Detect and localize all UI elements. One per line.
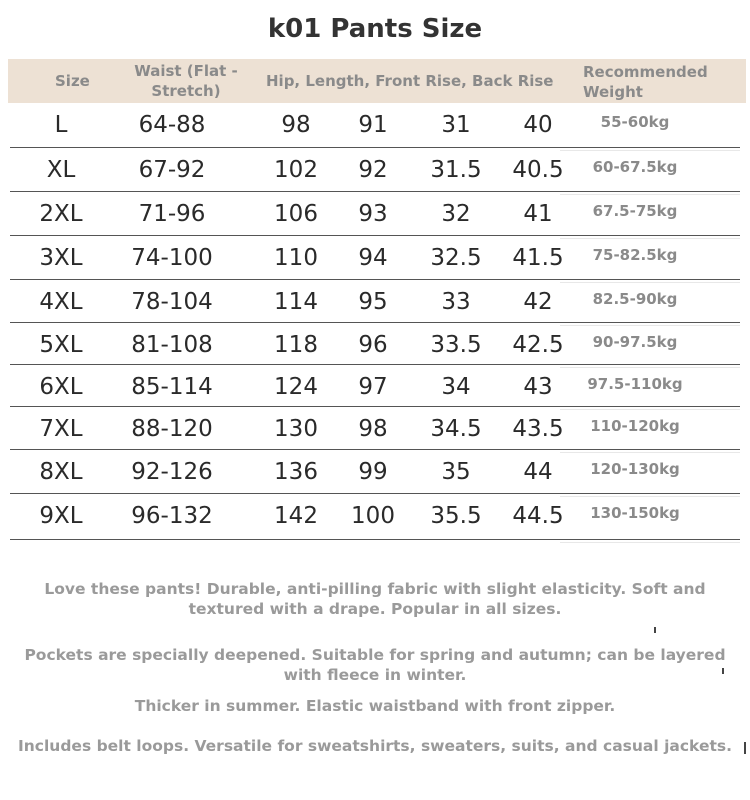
cell-waist: 78-104 <box>131 289 213 315</box>
decorative-speck <box>654 627 656 633</box>
table-row <box>0 407 750 450</box>
cell-size: 3XL <box>39 245 83 271</box>
cell-back-rise: 43 <box>523 374 553 400</box>
cell-front-rise: 34 <box>441 374 471 400</box>
note-fabric-line1: Love these pants! Durable, anti-pilling fabric with slight elasticity. Soft and <box>44 580 706 598</box>
cell-size: 6XL <box>39 374 83 400</box>
cell-length: 92 <box>358 157 388 183</box>
header-weight <box>583 62 733 102</box>
note-fabric <box>0 579 750 619</box>
cell-size: L <box>54 112 68 138</box>
cell-hip: 102 <box>274 157 318 183</box>
cell-front-rise: 32.5 <box>430 245 482 271</box>
cell-front-rise: 35 <box>441 459 471 485</box>
cell-length: 94 <box>358 245 388 271</box>
cell-weight: 60-67.5kg <box>592 158 678 176</box>
cell-hip: 114 <box>274 289 318 315</box>
row-divider <box>10 539 740 540</box>
cell-front-rise: 35.5 <box>430 503 482 529</box>
cell-size: 2XL <box>39 201 83 227</box>
cell-hip: 142 <box>274 503 318 529</box>
cell-size: 4XL <box>39 289 83 315</box>
header-size: Size <box>55 72 90 90</box>
cell-length: 95 <box>358 289 388 315</box>
note-pockets <box>0 645 750 685</box>
cell-back-rise: 41.5 <box>512 245 564 271</box>
cell-waist: 74-100 <box>131 245 213 271</box>
cell-waist: 71-96 <box>138 201 206 227</box>
cell-hip: 118 <box>274 332 318 358</box>
cell-hip: 136 <box>274 459 318 485</box>
cell-hip: 130 <box>274 416 318 442</box>
table-row <box>0 236 750 280</box>
note-pockets-line1: Pockets are specially deepened. Suitable for spring and autumn; can be layered <box>24 646 726 664</box>
table-row <box>0 148 750 192</box>
cell-back-rise: 43.5 <box>512 416 564 442</box>
table-header <box>8 59 746 103</box>
cell-length: 96 <box>358 332 388 358</box>
cell-front-rise: 33 <box>441 289 471 315</box>
decorative-speck <box>722 668 724 674</box>
table-row <box>0 365 750 407</box>
cell-size: 9XL <box>39 503 83 529</box>
cell-waist: 96-132 <box>131 503 213 529</box>
cell-weight: 120-130kg <box>590 460 680 478</box>
page-title: k01 Pants Size <box>267 14 483 44</box>
cell-back-rise: 41 <box>523 201 553 227</box>
cell-back-rise: 42 <box>523 289 553 315</box>
cell-hip: 106 <box>274 201 318 227</box>
cell-front-rise: 33.5 <box>430 332 482 358</box>
cell-back-rise: 42.5 <box>512 332 564 358</box>
cell-back-rise: 44 <box>523 459 553 485</box>
cell-waist: 81-108 <box>131 332 213 358</box>
header-waist-line1: Waist (Flat - <box>134 62 238 80</box>
note-fabric-line2: textured with a drape. Popular in all sizes. <box>188 600 562 618</box>
table-row <box>0 494 750 540</box>
table-row <box>0 323 750 365</box>
cell-weight: 75-82.5kg <box>592 246 678 264</box>
cell-waist: 88-120 <box>131 416 213 442</box>
cell-weight: 67.5-75kg <box>592 202 678 220</box>
header-waist <box>126 61 246 101</box>
cell-size: XL <box>46 157 76 183</box>
cell-front-rise: 32 <box>441 201 471 227</box>
cell-hip: 124 <box>274 374 318 400</box>
cell-waist: 85-114 <box>131 374 213 400</box>
cell-weight: 90-97.5kg <box>592 333 678 351</box>
cell-length: 97 <box>358 374 388 400</box>
cell-size: 7XL <box>39 416 83 442</box>
note-waistband: Thicker in summer. Elastic waistband with front zipper. <box>134 697 616 715</box>
table-row <box>0 192 750 236</box>
cell-front-rise: 31.5 <box>430 157 482 183</box>
cell-waist: 92-126 <box>131 459 213 485</box>
header-weight-line2: Weight <box>583 83 643 101</box>
decorative-speck <box>744 742 746 754</box>
cell-hip: 98 <box>281 112 311 138</box>
cell-length: 91 <box>358 112 388 138</box>
cell-waist: 64-88 <box>138 112 206 138</box>
cell-back-rise: 40.5 <box>512 157 564 183</box>
header-hip-group: Hip, Length, Front Rise, Back Rise <box>266 72 554 90</box>
cell-size: 8XL <box>39 459 83 485</box>
table-row <box>0 280 750 323</box>
cell-weight: 110-120kg <box>590 417 680 435</box>
cell-weight: 55-60kg <box>600 113 670 131</box>
cell-hip: 110 <box>274 245 318 271</box>
cell-size: 5XL <box>39 332 83 358</box>
cell-length: 99 <box>358 459 388 485</box>
cell-length: 100 <box>351 503 395 529</box>
size-table-body <box>0 103 750 540</box>
cell-length: 93 <box>358 201 388 227</box>
cell-weight: 97.5-110kg <box>587 375 683 393</box>
header-waist-line2: Stretch) <box>151 82 221 100</box>
row-divider-shadow <box>560 542 740 543</box>
cell-front-rise: 34.5 <box>430 416 482 442</box>
cell-front-rise: 31 <box>441 112 471 138</box>
table-row <box>0 450 750 494</box>
note-belt-loops: Includes belt loops. Versatile for sweatshirts, sweaters, suits, and casual jackets. <box>18 737 732 755</box>
cell-weight: 82.5-90kg <box>592 290 678 308</box>
cell-back-rise: 40 <box>523 112 553 138</box>
cell-waist: 67-92 <box>138 157 206 183</box>
table-row <box>0 103 750 148</box>
cell-weight: 130-150kg <box>590 504 680 522</box>
header-weight-line1: Recommended <box>583 63 708 81</box>
note-pockets-line2: with fleece in winter. <box>283 666 467 684</box>
cell-back-rise: 44.5 <box>512 503 564 529</box>
cell-length: 98 <box>358 416 388 442</box>
